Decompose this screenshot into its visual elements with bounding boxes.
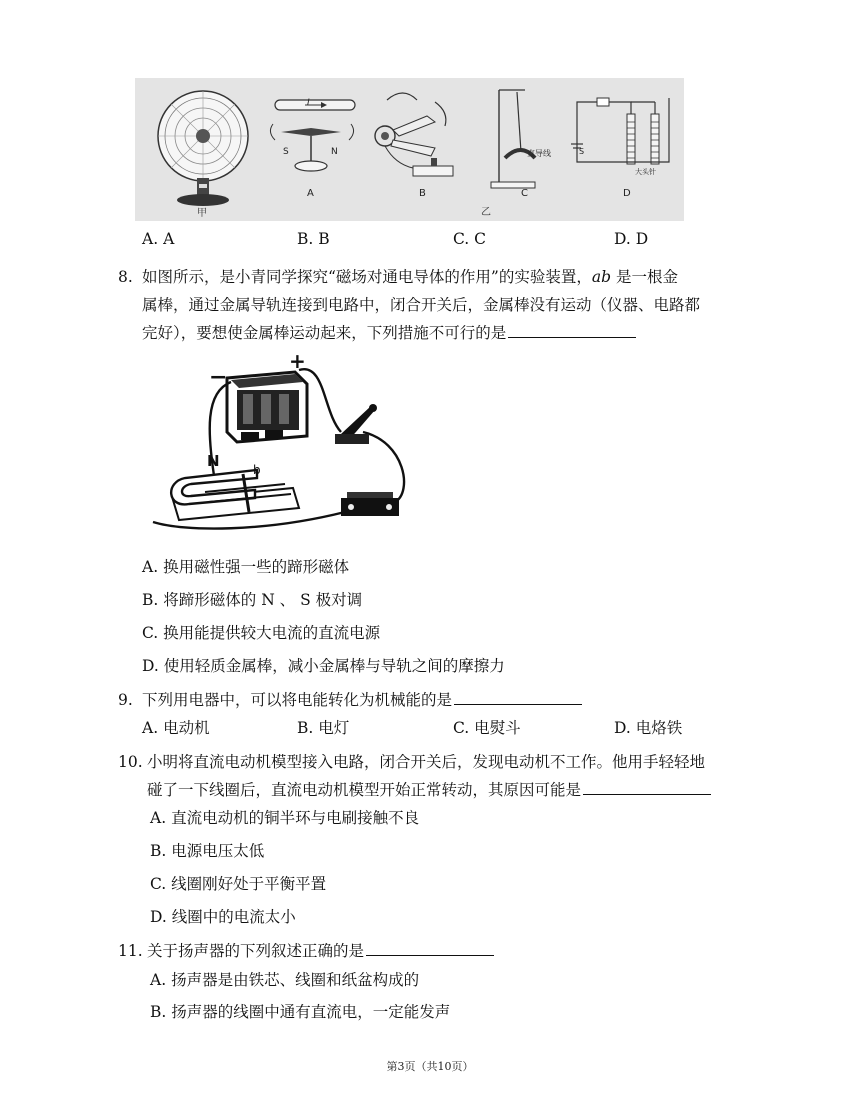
option-letter: C. [150,875,167,893]
q8-line3-text: 完好），要想使金属棒运动起来，下列措施不可行的是 [142,324,507,342]
option-letter: C. [453,230,470,248]
option-text: 换用磁性强一些的蹄形磁体 [163,558,350,576]
option-letter: D. [142,657,159,675]
knife-switch-illustration [335,404,377,444]
q8-option-a[interactable] [142,557,349,577]
q10-option-d[interactable] [150,907,296,927]
option-text: A [163,230,175,248]
option-text: 线圈中的电流太小 [171,908,296,926]
option-letter: B. [297,230,314,248]
q9-stem [142,690,582,710]
n-pole-label: N [207,452,220,470]
q7-figure [135,78,684,221]
option-text: D [635,230,649,248]
option-letter: A. [150,809,167,827]
q7-option-c[interactable] [453,229,486,249]
q8-ab: ab [591,268,612,286]
label-b: B [419,188,426,199]
q11-stem-text: 关于扬声器的下列叙述正确的是 [147,942,365,960]
q11-option-a[interactable] [150,970,419,990]
q10-number: 10. [118,753,143,771]
q7-option-a[interactable] [142,229,174,249]
option-text: 换用能提供较大电流的直流电源 [163,624,381,642]
q9-option-a[interactable] [142,718,210,738]
q8-stem-line1 [142,267,678,287]
label-switch-s: S [579,147,585,156]
q9-answer-blank[interactable] [454,690,582,705]
q8-stem-line2: 属棒，通过金属导轨连接到电路中，闭合开关后，金属棒没有运动（仪器、电路都 [142,296,701,314]
option-letter: C. [453,719,470,737]
option-text: 使用轻质金属棒，减小金属棒与导轨之间的摩擦力 [163,657,505,675]
option-text: B [318,230,330,248]
q7-option-d[interactable] [614,229,648,249]
option-letter: A. [142,558,159,576]
label-n-pole: N [331,147,338,157]
option-letter: D. [614,230,631,248]
electric-fan-illustration [158,91,248,206]
option-letter: B. [142,591,159,609]
option-text: 电灯 [318,719,350,737]
wire-in-magnet-illustration [491,90,535,188]
q8-answer-blank[interactable] [508,323,636,338]
rheostat-illustration [341,492,399,516]
q9-stem-text: 下列用电器中，可以将电能转化为机械能的是 [142,691,453,709]
option-text: 电烙铁 [635,719,683,737]
q10-answer-blank[interactable] [583,780,711,795]
q11-option-b[interactable] [150,1002,450,1022]
label-a: A [307,188,314,199]
option-text: 直流电动机的铜半环与电刷接触不良 [171,809,420,827]
q9-number: 9. [118,691,133,709]
option-text: 扬声器是由铁芯、线圈和纸盆构成的 [171,971,420,989]
q8-stem-line3 [142,323,636,343]
option-text: C [474,230,487,248]
label-current: I [307,98,310,108]
option-text: 线圈刚好处于平衡平置 [171,875,327,893]
page-footer: 第3页（共10页） [386,1060,474,1073]
option-letter: A. [142,719,159,737]
q10-stem-line1: 小明将直流电动机模型接入电路，闭合开关后，发现电动机不工作。他用手轻轻地 [147,753,706,771]
option-text: 电动机 [163,719,210,737]
q8-line1-text: 如图所示，是小青同学探究“磁场对通电导体的作用”的实验装置， [142,268,592,286]
label-yi: 乙 [481,207,491,218]
electromagnet-illustration [571,98,669,164]
option-letter: A. [150,971,167,989]
label-c: C [521,188,528,199]
q10-stem-line2 [147,780,711,800]
plus-terminal: + [289,352,306,373]
option-letter: B. [150,1003,167,1021]
option-letter: D. [150,908,167,926]
minus-terminal: − [209,365,228,390]
q8-figure-drawing [145,352,410,536]
q9-option-d[interactable] [614,718,682,738]
label-straight-wire: 直导线 [527,149,551,158]
horseshoe-magnet-illustration [171,470,299,520]
q10-option-c[interactable] [150,874,326,894]
q11-number: 11. [118,942,143,960]
q7-option-b[interactable] [297,229,330,249]
option-letter: A. [142,230,159,248]
option-text: 将蹄形磁体的 N 、 S 极对调 [163,591,363,609]
option-letter: D. [614,719,631,737]
q8-line1-tail: 是一根金 [611,268,678,286]
q7-figure-drawing [135,78,684,221]
label-d: D [623,188,631,199]
q10-line2-text: 碰了一下线圈后，直流电动机模型开始正常转动，其原因可能是 [147,781,582,799]
q10-option-b[interactable] [150,841,264,861]
q9-option-b[interactable] [297,718,349,738]
q8-option-c[interactable] [142,623,380,643]
label-jia: 甲 [197,208,207,219]
b-end-label: b [253,463,261,477]
label-s-pole: S [283,147,289,157]
option-letter: C. [142,624,159,642]
q10-option-a[interactable] [150,808,419,828]
hand-generator-illustration [375,93,453,176]
q8-option-d[interactable] [142,656,505,676]
option-text: 电熨斗 [474,719,521,737]
label-pin: 大头针 [635,168,656,176]
option-text: 扬声器的线圈中通有直流电，一定能发声 [171,1003,451,1021]
q9-option-c[interactable] [453,718,521,738]
oersted-experiment-illustration [270,100,355,171]
q8-number: 8. [118,268,133,286]
q11-stem [147,941,494,961]
q11-answer-blank[interactable] [366,941,494,956]
option-letter: B. [150,842,167,860]
q8-figure [145,352,410,536]
battery-illustration [227,372,307,442]
q8-option-b[interactable] [142,590,362,610]
option-letter: B. [297,719,314,737]
option-text: 电源电压太低 [171,842,265,860]
